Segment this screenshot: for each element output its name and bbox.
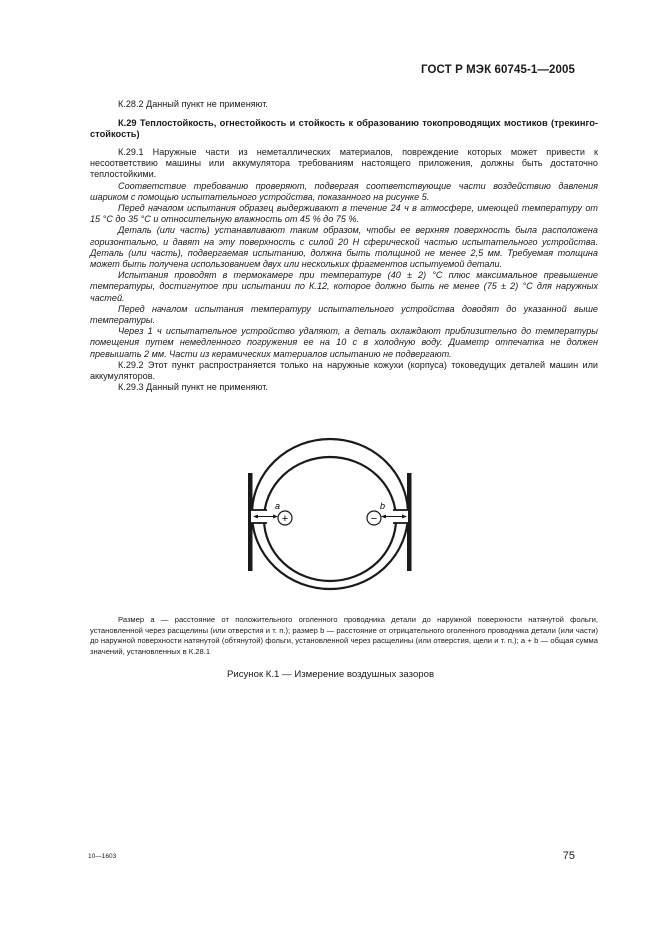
label-a: a	[275, 501, 281, 511]
italic-para-2: Перед началом испытания образец выдерживают в течение 24 ч в атмосфере, имеющей температуру от 15 °С до 35 °С и относительную влажность от 45 % до 75 %.	[90, 203, 598, 225]
clause-k28-2	[90, 99, 598, 110]
dimension-a-arrow-right	[273, 515, 278, 519]
figure-title: Рисунок К.1 — Измерение воздушных зазоров	[226, 669, 435, 680]
outer-ring	[252, 439, 408, 589]
italic-para-3: Деталь (или часть) устанавливают таким образом, чтобы ее верхняя поверхность была расположена горизонтально, и давят на эту поверхность с силой 20 Н сферической частью испытательного устройства. Деталь (или часть), подвергаемая испытанию, должна быть толщиной не менее 2,5 мм. Требуемая толщина может быть получена использованием двух или нескольких фрагментов испытуемой детали.	[90, 225, 598, 270]
label-b: b	[380, 501, 386, 511]
clause-k29-3-text: К.29.3 Данный пункт не применяют.	[118, 382, 268, 393]
figure-note-text: Размер a — расстояние от положительного оголенного проводника детали до наружной поверхности натянутой фольги, установленной через расщелины (или отверстия и т. п.); размер b — расстояние от отрицательного оголенного проводника детали (или части) до наружной поверхности натянутой (обтянутой) фольги, установленной через расщелины (или отверстия, щели и т. п.); a + b — общая сумма значений, установленных в К.28.1	[90, 615, 598, 656]
dimension-b-arrow-left	[381, 515, 386, 519]
clause-k29-heading	[90, 118, 598, 140]
clause-k29-1-text: К.29.1 Наружные части из неметаллических материалов, повреждение которых может привести к несоответствию машины или аккумулятора требованиям настоящего приложения, должны быть достаточно теплостойкими.	[90, 147, 598, 180]
italic-para-1: Соответствие требованию проверяют, подвергая соответствующие части воздействию давления шариком с помощью испытательного устройства, показанного на рисунке 5.	[90, 180, 598, 202]
figure-k1-diagram	[230, 430, 430, 610]
document-header: ГОСТ Р МЭК 60745-1—2005	[421, 64, 575, 76]
plus-symbol: +	[281, 513, 289, 525]
italic-para-5: Перед началом испытания температуру испытательного устройства доводят до указанной выше температуры.	[90, 303, 598, 326]
clause-k29-heading-text: К.29 Теплостойкость, огнестойкость и стойкость к образованию токопроводящих мостиков (трекинго-стойкость)	[90, 118, 598, 140]
italic-para-4: Испытания проводят в термокамере при температуре (40 ± 2) °С плюс максимальное превышение температуры, достигнутое при испытании по К.12, которое должно быть не менее (75 ± 2) °С для наружных частей.	[90, 270, 598, 303]
clause-k29-body	[90, 147, 598, 393]
clause-k29-2-text: К.29.2 Этот пункт распространяется только на наружные кожухи (корпуса) токоведущих деталей машин или аккумуляторов.	[90, 359, 598, 382]
page-number: 75	[562, 850, 575, 862]
minus-symbol: −	[370, 513, 378, 525]
footer-code: 10—1603	[88, 853, 117, 860]
figure-note	[90, 615, 598, 657]
italic-para-6: Через 1 ч испытательное устройство удаляют, а деталь охлаждают приблизительно до температуры помещения путем немедленного погружения ее на 10 с в холодную воду. Диаметр отпечатка не должен превышать 2 мм. Части из керамических материалов испытанию не подвергают.	[90, 326, 598, 359]
clause-k28-2-text: К.28.2 Данный пункт не применяют.	[118, 99, 268, 109]
